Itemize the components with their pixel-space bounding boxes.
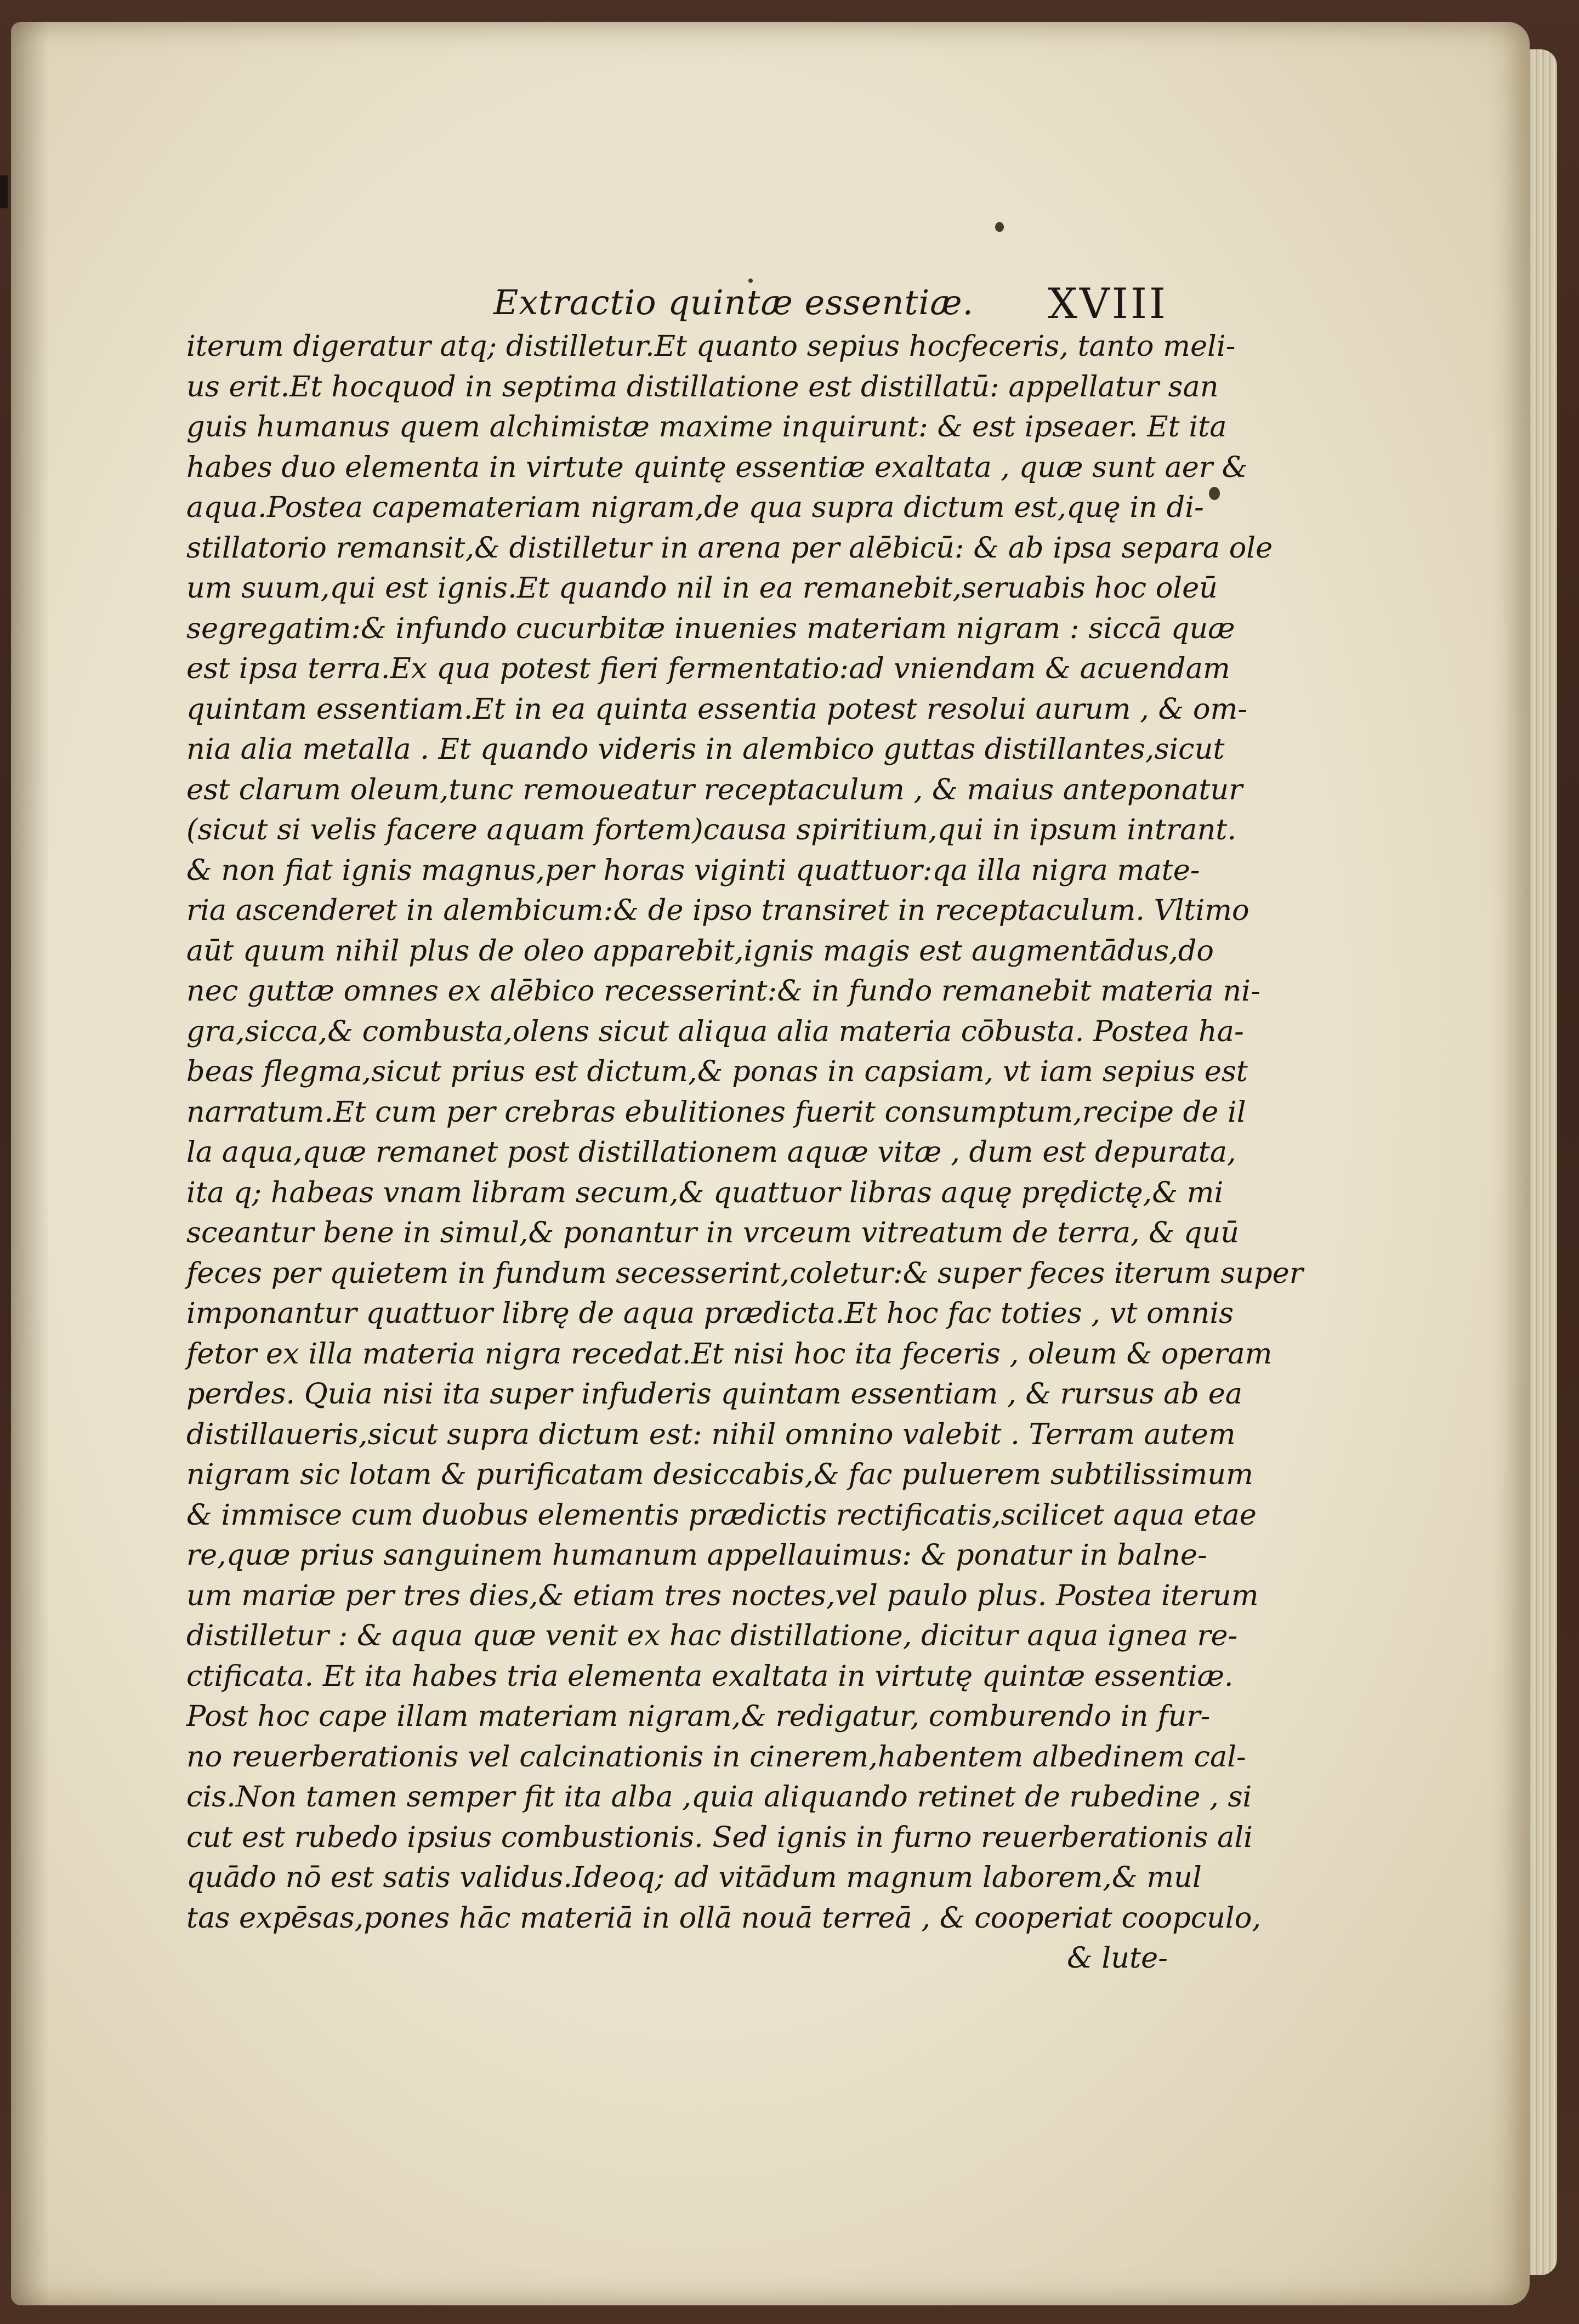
text-line: distillaueris,sicut supra dictum est: nihil omnino valebit . Terram autem [186,1417,1236,1451]
text-line: distilletur : & aqua quæ venit ex hac distillatione, dicitur aqua ignea re- [186,1619,1238,1652]
text-line: aqua.Postea capemateriam nigram,de qua supra dictum est,quę in di- [186,491,1204,524]
catchword: & lute- [1067,1941,1168,1975]
text-line: nec guttæ omnes ex alēbico recesserint:& in fundo remanebit materia ni- [186,974,1260,1008]
text-line: segregatim:& infundo cucurbitæ inuenies materiam nigram : siccā quæ [186,611,1235,645]
text-line: nigram sic lotam & purificatam desiccabis,& fac puluerem subtilissimum [186,1458,1253,1491]
text-line: re,quæ prius sanguinem humanum appellauimus: & ponatur in balne- [186,1538,1207,1572]
text-line: & non fiat ignis magnus,per horas viginti quattuor:qa illa nigra mate- [186,853,1200,887]
text-line: habes duo elementa in virtute quintę essentiæ exaltata , quæ sunt aer & [186,450,1248,484]
text-line: est ipsa terra.Ex qua potest fieri fermentatio:ad vniendam & acuendam [186,652,1230,685]
text-line: Post hoc cape illam materiam nigram,& redigatur, comburendo in fur- [186,1700,1211,1733]
paper-speck [1209,487,1220,500]
running-head: Extractio quintæ essentiæ. [493,282,974,322]
text-line: sceantur bene in simul,& ponantur in vrceum vitreatum de terra, & quū [186,1216,1240,1249]
text-line: no reuerberationis vel calcinationis in cinerem,habentem albedinem cal- [186,1740,1246,1774]
text-line: (sicut si velis facere aquam fortem)causa spiritium,qui in ipsum intrant. [186,813,1237,846]
text-line: us erit.Et hocquod in septima distillatione est distillatū: appellatur san [186,370,1219,404]
text-line: ita q; habeas vnam libram secum,& quattuor libras aquę prędictę,& mi [186,1175,1224,1209]
text-line: um mariæ per tres dies,& etiam tres noctes,vel paulo plus. Postea iterum [186,1578,1259,1612]
text-line: um suum,qui est ignis.Et quando nil in ea remanebit,seruabis hoc oleū [186,571,1218,605]
text-line: guis humanus quem alchimistæ maxime inquirunt: & est ipseaer. Et ita [186,410,1227,444]
text-line: feces per quietem in fundum secesserint,coletur:& super feces iterum super [186,1256,1303,1290]
text-line: ria ascenderet in alembicum:& de ipso transiret in receptaculum. Vltimo [186,894,1249,927]
paper-speck [995,222,1004,232]
text-line: narratum.Et cum per crebras ebulitiones fuerit consumptum,recipe de il [186,1095,1246,1129]
text-line: & immisce cum duobus elementis prædictis rectificatis,scilicet aqua etae [186,1498,1257,1532]
text-line: iterum digeratur atq; distilletur.Et quanto sepius hocfeceris, tanto meli- [186,329,1236,363]
text-line: nia alia metalla . Et quando videris in alembico guttas distillantes,sicut [186,732,1225,766]
binding-thread [0,175,8,208]
text-line: beas flegma,sicut prius est dictum,& ponas in capsiam, vt iam sepius est [186,1055,1248,1088]
text-line: stillatorio remansit,& distilletur in arena per alēbicū: & ab ipsa separa ole [186,531,1273,565]
text-line: cut est rubedo ipsius combustionis. Sed ignis in furno reuerberationis ali [186,1820,1253,1854]
text-line: est clarum oleum,tunc remoueatur receptaculum , & maius anteponatur [186,772,1243,806]
folio-number: XVIII [1047,279,1168,328]
text-line: fetor ex illa materia nigra recedat.Et nisi hoc ita feceris , oleum & operam [186,1337,1273,1371]
body-text [186,326,1303,1979]
text-line: tas expēsas,pones hāc materiā in ollā nouā terreā , & cooperiat coopculo, [186,1901,1262,1935]
text-line: quādo nō est satis validus.Ideoq; ad vitādum magnum laborem,& mul [186,1861,1202,1894]
text-line: perdes. Quia nisi ita super infuderis quintam essentiam , & rursus ab ea [186,1377,1243,1411]
text-line: ctificata. Et ita habes tria elementa exaltata in virtutę quintæ essentiæ. [186,1659,1234,1693]
gutter-shadow [11,22,49,2305]
text-line: quintam essentiam.Et in ea quinta essentia potest resolui aurum , & om- [186,692,1247,726]
text-line: aūt quum nihil plus de oleo apparebit,ignis magis est augmentādus,do [186,934,1214,968]
text-line: cis.Non tamen semper fit ita alba ,quia aliquando retinet de rubedine , si [186,1780,1252,1814]
text-line: gra,sicca,& combusta,olens sicut aliqua alia materia cōbusta. Postea ha- [186,1014,1244,1048]
text-line: imponantur quattuor librę de aqua prædicta.Et hoc fac toties , vt omnis [186,1297,1234,1330]
text-line: la aqua,quæ remanet post distillationem aquæ vitæ , dum est depurata, [186,1135,1236,1169]
